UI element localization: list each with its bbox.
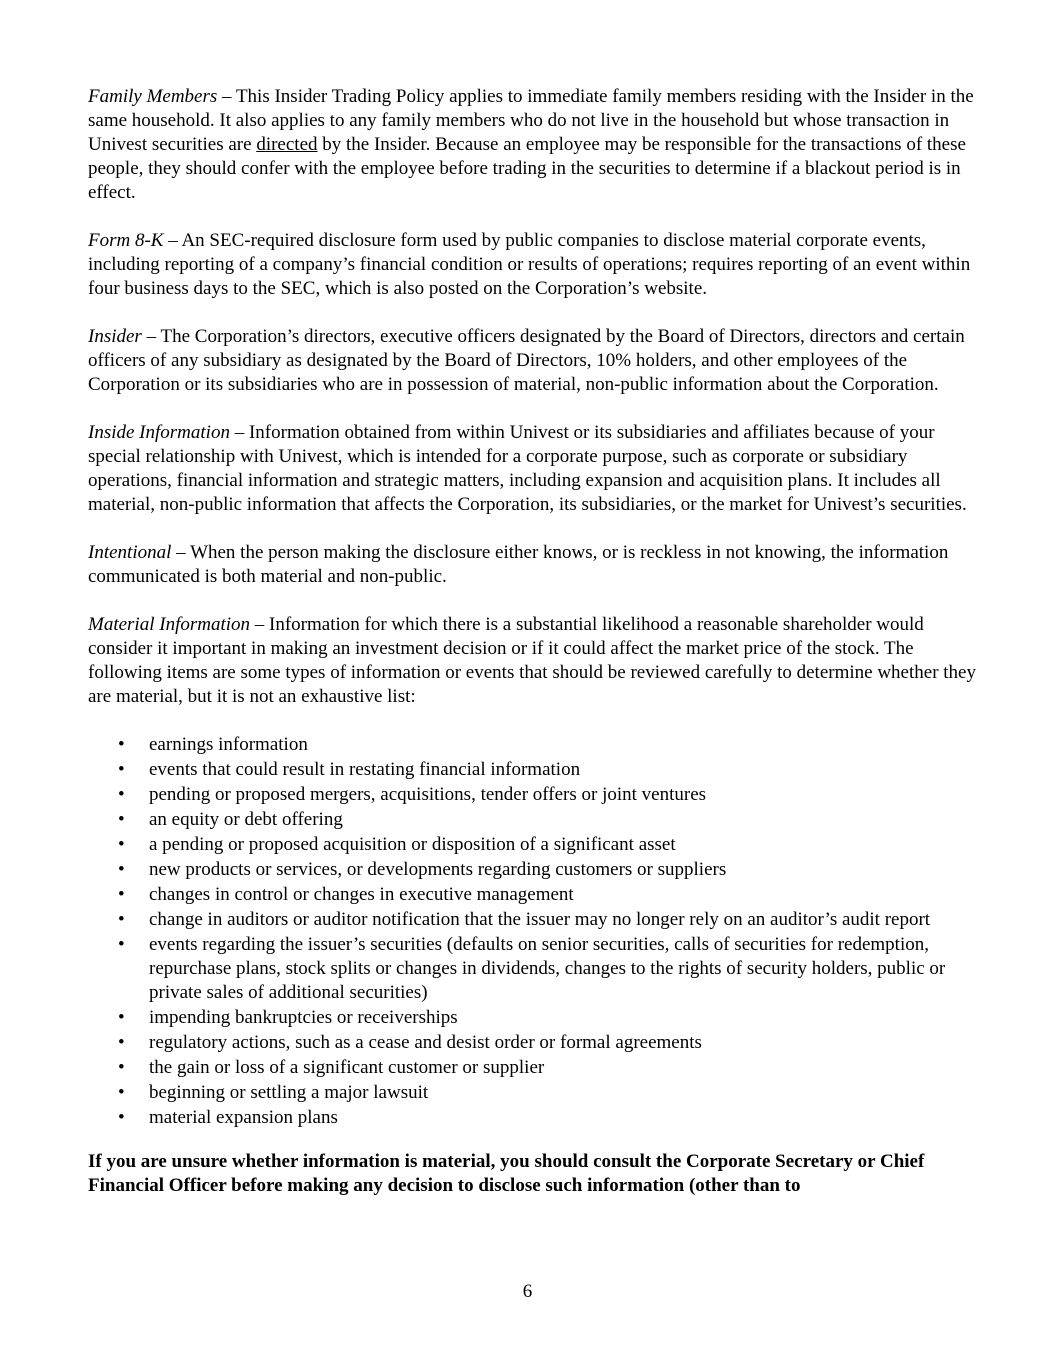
list-item: • earnings information (118, 734, 308, 755)
bullet-icon: • (118, 1007, 125, 1028)
list-item: • new products or services, or developments regarding customers or suppliers (118, 859, 727, 880)
bullet-icon: • (118, 1057, 125, 1078)
definition-text: Information for which there is a substantial likelihood a reasonable shareholder would consider it important in making an investment decision or if it could affect the market price of the stock. The following items are some types of information or events that should be reviewed carefully to determine whether they are material, but it is not an exhaustive list: (88, 614, 976, 707)
definition-inside-information: Inside Information – Information obtained from within Univest or its subsidiaries and affiliates because of your special relationship with Univest, which is intended for a corporate purpose, such as corporate or subsidiary operations, financial information and strategic matters, including expansion and acquisition plans. It includes all material, non-public information that affects the Corporation, its subsidiaries, or the market for Univest’s securities. (88, 422, 967, 515)
term-form-8k: Form 8-K (88, 230, 164, 251)
list-item: • impending bankruptcies or receiverships (118, 1007, 458, 1028)
bullet-icon: • (118, 1082, 125, 1103)
bullet-icon: • (118, 934, 125, 955)
term-inside-information: Inside Information (88, 422, 230, 443)
term-family-members: Family Members (88, 86, 218, 107)
underlined-word: directed (256, 134, 318, 155)
definition-text: Information obtained from within Univest or its subsidiaries and affiliates because of your special relationship with Univest, which is intended for a corporate purpose, such as corporate or subsidiary operations, financial information and strategic matters, including expansion and acquisition plans. It includes all material, non-public information that affects the Corporation, its subsidiaries, or the market for Univest’s securities. (88, 422, 967, 515)
bullet-icon: • (118, 784, 125, 805)
list-item: • an equity or debt offering (118, 809, 343, 830)
list-item: • regulatory actions, such as a cease and desist order or formal agreements (118, 1032, 702, 1053)
definition-intentional: Intentional – When the person making the disclosure either knows, or is reckless in not knowing, the information communicated is both material and non-public. (88, 542, 949, 587)
definition-insider: Insider – The Corporation’s directors, executive officers designated by the Board of Directors, directors and certain officers of any subsidiary as designated by the Board of Directors, 10% holders, and other employees of the Corporation or its subsidiaries who are in possession of material, non-public information about the Corporation. (88, 326, 965, 395)
definition-form-8k: Form 8-K – An SEC-required disclosure form used by public companies to disclose material corporate events, including reporting of a company’s financial condition or results of operations; requires reporting of an event within four business days to the SEC, which is also posted on the Corporation’s website. (88, 230, 971, 299)
list-item: • a pending or proposed acquisition or disposition of a significant asset (118, 834, 676, 855)
bullet-icon: • (118, 834, 125, 855)
list-item: • material expansion plans (118, 1107, 338, 1128)
list-item: • the gain or loss of a significant customer or supplier (118, 1057, 545, 1078)
list-item: • changes in control or changes in executive management (118, 884, 574, 905)
term-material-information: Material Information (88, 614, 251, 635)
bullet-icon: • (118, 884, 125, 905)
bullet-icon: • (118, 1032, 125, 1053)
bullet-icon: • (118, 1107, 125, 1128)
definition-text: When the person making the disclosure either knows, or is reckless in not knowing, the information communicated is both material and non-public. (88, 542, 949, 587)
definition-text: An SEC-required disclosure form used by public companies to disclose material corporate events, including reporting of a company’s financial condition or results of operations; requires reporting of an event within four business days to the SEC, which is also posted on the Corporation’s website. (88, 230, 971, 299)
bullet-icon: • (118, 909, 125, 930)
term-intentional: Intentional (88, 542, 172, 563)
list-item: • pending or proposed mergers, acquisitions, tender offers or joint ventures (118, 784, 707, 805)
term-insider: Insider (88, 326, 142, 347)
definition-text: by the Insider. Because an employee may be responsible for the transactions of these people, they should confer with the employee before trading in the securities to determine if a blackout period is in effect. (88, 134, 966, 203)
list-item: • events regarding the issuer’s securities (defaults on senior securities, calls of securities for redemption, repurchase plans, stock splits or changes in dividends, changes to the rights of security holders, public or private sales of additional securities) (118, 934, 946, 1003)
bullet-icon: • (118, 759, 125, 780)
material-items-list (88, 733, 977, 1130)
definition-family-members: Family Members – This Insider Trading Policy applies to immediate family members residing with the Insider in the same household. It also applies to any family members who do not live in the household but whose transaction in Univest securities are directed by the Insider. Because an employee may be responsible for the transactions of these people, they should confer with the employee before trading in the securities to determine if a blackout period is in effect. (88, 86, 974, 203)
list-item: • change in auditors or auditor notification that the issuer may no longer rely on an auditor’s audit report (118, 909, 931, 930)
closing-notice: If you are unsure whether information is material, you should consult the Corporate Secretary or Chief Financial Officer before making any decision to disclose such information (other than to (88, 1151, 925, 1196)
page-number: 6 (522, 1281, 533, 1302)
list-item: • events that could result in restating financial information (118, 759, 581, 780)
list-item: • beginning or settling a major lawsuit (118, 1082, 429, 1103)
bullet-icon: • (118, 859, 125, 880)
bullet-icon: • (118, 734, 125, 755)
bullet-icon: • (118, 809, 125, 830)
definition-material-information: Material Information – Information for which there is a substantial likelihood a reasonable shareholder would consider it important in making an investment decision or if it could affect the market price of the stock. The following items are some types of information or events that should be reviewed carefully to determine whether they are material, but it is not an exhaustive list: (88, 614, 976, 707)
definition-text: The Corporation’s directors, executive officers designated by the Board of Directors, directors and certain officers of any subsidiary as designated by the Board of Directors, 10% holders, and other employees of the Corporation or its subsidiaries who are in possession of material, non-public information about the Corporation. (88, 326, 965, 395)
definition-text: This Insider Trading Policy applies to immediate family members residing with the Insider in the same household. It also applies to any family members who do not live in the household but whose transaction in Univest securities are (88, 86, 974, 155)
